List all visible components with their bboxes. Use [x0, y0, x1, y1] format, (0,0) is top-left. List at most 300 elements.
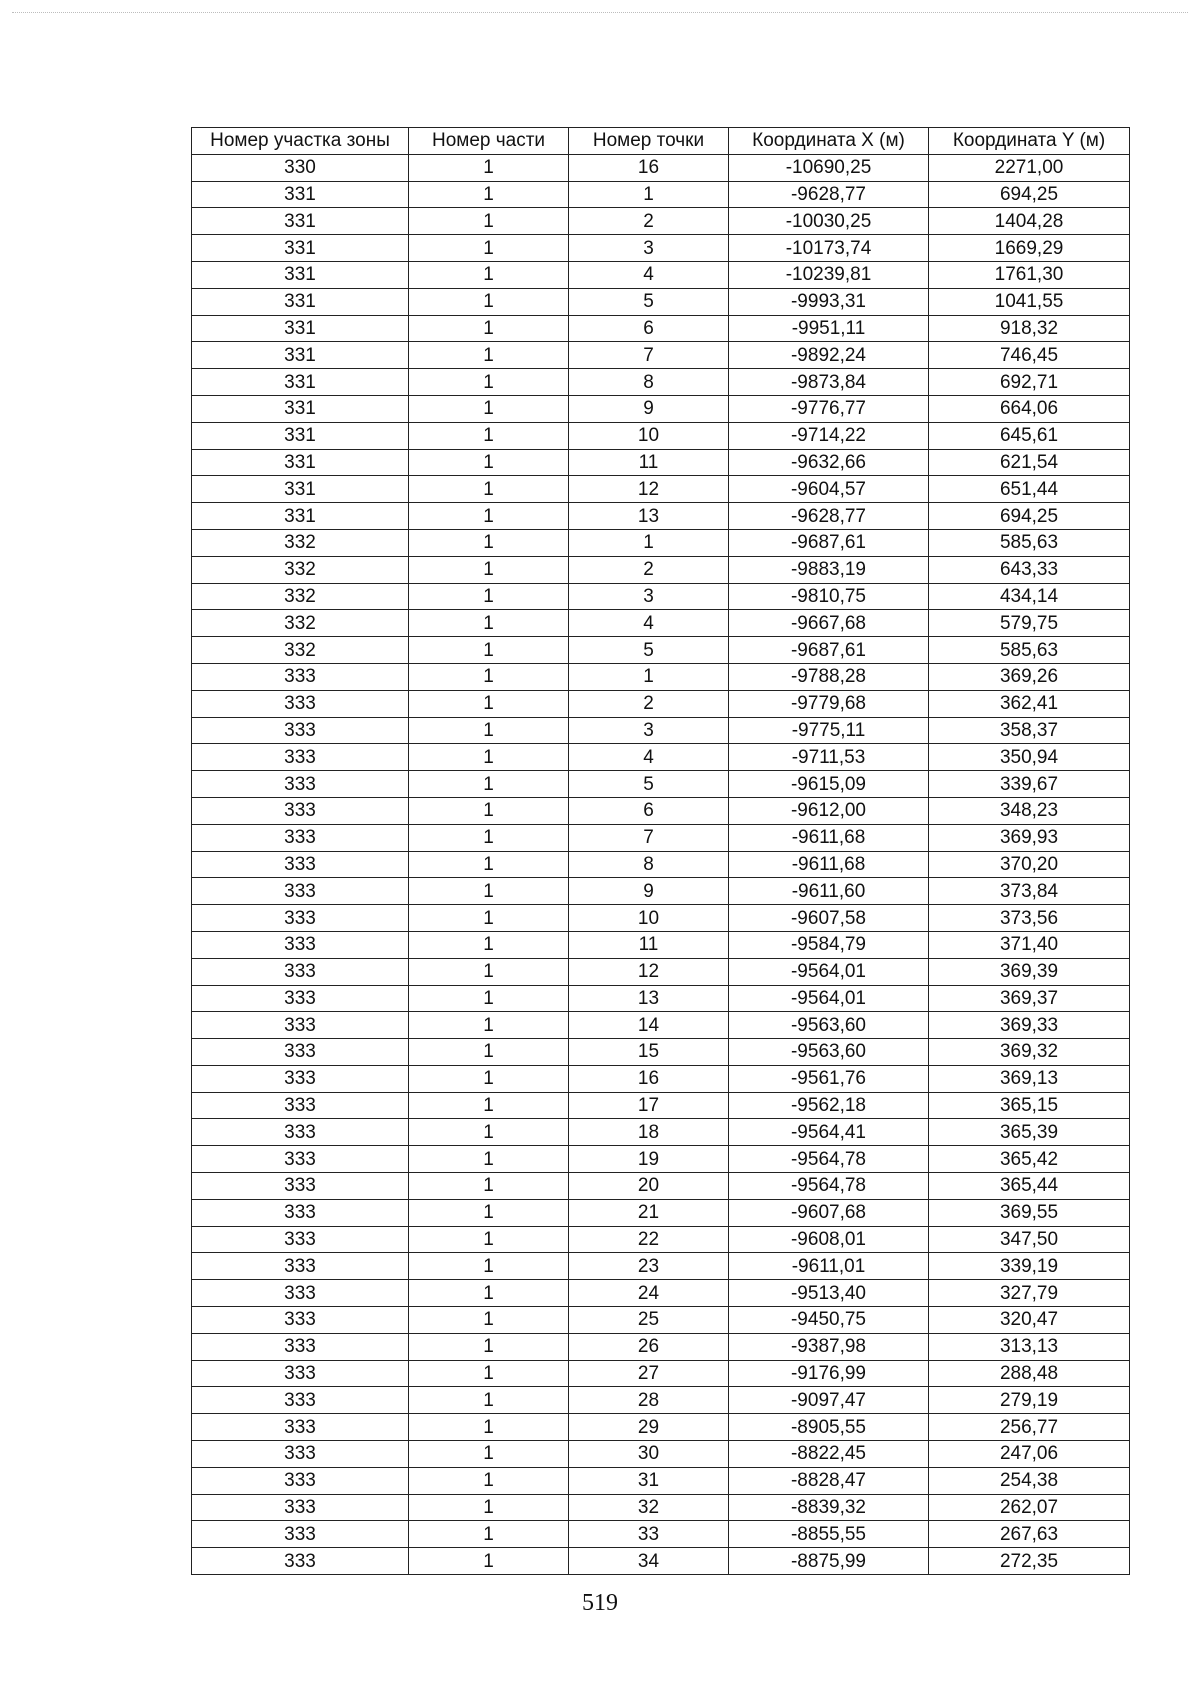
cell-zone-section: 332 [192, 556, 409, 583]
cell-x: -9561,76 [729, 1065, 929, 1092]
cell-part: 1 [409, 1441, 569, 1468]
cell-point: 5 [569, 637, 729, 664]
header-zone-section-number: Номер участка зоны [192, 128, 409, 155]
cell-point: 26 [569, 1333, 729, 1360]
table-row [192, 744, 1130, 771]
table-row [192, 476, 1130, 503]
table-row [192, 663, 1130, 690]
cell-y: 643,33 [929, 556, 1130, 583]
table-row [192, 1226, 1130, 1253]
cell-zone-section: 333 [192, 1360, 409, 1387]
cell-zone-section: 331 [192, 449, 409, 476]
cell-point: 9 [569, 395, 729, 422]
cell-point: 11 [569, 931, 729, 958]
cell-y: 279,19 [929, 1387, 1130, 1414]
cell-y: 347,50 [929, 1226, 1130, 1253]
cell-point: 33 [569, 1521, 729, 1548]
cell-part: 1 [409, 1146, 569, 1173]
cell-zone-section: 333 [192, 1548, 409, 1575]
cell-x: -9097,47 [729, 1387, 929, 1414]
table-row [192, 181, 1130, 208]
cell-y: 369,55 [929, 1199, 1130, 1226]
cell-x: -9892,24 [729, 342, 929, 369]
cell-point: 21 [569, 1199, 729, 1226]
cell-zone-section: 333 [192, 1039, 409, 1066]
cell-x: -9608,01 [729, 1226, 929, 1253]
table-row [192, 422, 1130, 449]
cell-y: 247,06 [929, 1441, 1130, 1468]
cell-zone-section: 333 [192, 1280, 409, 1307]
table-row [192, 1494, 1130, 1521]
cell-point: 9 [569, 878, 729, 905]
cell-x: -9632,66 [729, 449, 929, 476]
cell-y: 645,61 [929, 422, 1130, 449]
header-coordinate-x: Координата X (м) [729, 128, 929, 155]
cell-zone-section: 331 [192, 395, 409, 422]
cell-point: 34 [569, 1548, 729, 1575]
cell-x: -9711,53 [729, 744, 929, 771]
cell-x: -9873,84 [729, 369, 929, 396]
cell-point: 17 [569, 1092, 729, 1119]
cell-x: -8839,32 [729, 1494, 929, 1521]
cell-y: 370,20 [929, 851, 1130, 878]
cell-zone-section: 333 [192, 1521, 409, 1548]
cell-point: 5 [569, 288, 729, 315]
cell-part: 1 [409, 610, 569, 637]
cell-point: 7 [569, 824, 729, 851]
cell-point: 4 [569, 261, 729, 288]
cell-zone-section: 331 [192, 235, 409, 262]
cell-part: 1 [409, 1548, 569, 1575]
table-row [192, 1521, 1130, 1548]
cell-point: 4 [569, 744, 729, 771]
cell-y: 365,15 [929, 1092, 1130, 1119]
header-point-number: Номер точки [569, 128, 729, 155]
table-header-row [192, 128, 1130, 155]
cell-part: 1 [409, 663, 569, 690]
cell-zone-section: 333 [192, 771, 409, 798]
cell-zone-section: 332 [192, 637, 409, 664]
cell-y: 272,35 [929, 1548, 1130, 1575]
table-row [192, 1173, 1130, 1200]
table-row [192, 1253, 1130, 1280]
cell-x: -9951,11 [729, 315, 929, 342]
cell-part: 1 [409, 342, 569, 369]
cell-y: 1761,30 [929, 261, 1130, 288]
cell-x: -9611,68 [729, 851, 929, 878]
table-row [192, 1065, 1130, 1092]
table-row [192, 1360, 1130, 1387]
cell-zone-section: 333 [192, 690, 409, 717]
cell-part: 1 [409, 931, 569, 958]
cell-x: -9607,68 [729, 1199, 929, 1226]
cell-x: -9607,58 [729, 905, 929, 932]
cell-x: -8822,45 [729, 1441, 929, 1468]
cell-x: -9611,68 [729, 824, 929, 851]
cell-point: 23 [569, 1253, 729, 1280]
cell-y: 1669,29 [929, 235, 1130, 262]
cell-point: 6 [569, 315, 729, 342]
cell-point: 1 [569, 529, 729, 556]
cell-part: 1 [409, 1333, 569, 1360]
table-row [192, 1548, 1130, 1575]
cell-y: 692,71 [929, 369, 1130, 396]
table-row [192, 235, 1130, 262]
cell-point: 32 [569, 1494, 729, 1521]
cell-y: 365,39 [929, 1119, 1130, 1146]
cell-point: 27 [569, 1360, 729, 1387]
cell-zone-section: 331 [192, 503, 409, 530]
cell-y: 339,19 [929, 1253, 1130, 1280]
table-row [192, 905, 1130, 932]
cell-part: 1 [409, 771, 569, 798]
cell-x: -9612,00 [729, 797, 929, 824]
cell-zone-section: 333 [192, 1333, 409, 1360]
cell-part: 1 [409, 583, 569, 610]
table-row [192, 1280, 1130, 1307]
table-row [192, 1039, 1130, 1066]
cell-y: 369,13 [929, 1065, 1130, 1092]
cell-y: 373,84 [929, 878, 1130, 905]
cell-x: -9564,41 [729, 1119, 929, 1146]
cell-point: 29 [569, 1414, 729, 1441]
cell-part: 1 [409, 1039, 569, 1066]
cell-zone-section: 333 [192, 1307, 409, 1334]
table-row [192, 154, 1130, 181]
cell-x: -10690,25 [729, 154, 929, 181]
cell-y: 369,26 [929, 663, 1130, 690]
cell-zone-section: 333 [192, 1226, 409, 1253]
coordinates-table [191, 127, 1130, 1575]
cell-part: 1 [409, 1226, 569, 1253]
cell-point: 10 [569, 905, 729, 932]
cell-part: 1 [409, 851, 569, 878]
cell-zone-section: 333 [192, 931, 409, 958]
cell-point: 31 [569, 1467, 729, 1494]
header-coordinate-y: Координата Y (м) [929, 128, 1130, 155]
cell-zone-section: 333 [192, 663, 409, 690]
cell-part: 1 [409, 315, 569, 342]
table-row [192, 503, 1130, 530]
cell-y: 350,94 [929, 744, 1130, 771]
cell-point: 2 [569, 208, 729, 235]
cell-y: 262,07 [929, 1494, 1130, 1521]
cell-x: -9628,77 [729, 503, 929, 530]
cell-part: 1 [409, 449, 569, 476]
table-row [192, 1012, 1130, 1039]
table-row [192, 690, 1130, 717]
table-row [192, 958, 1130, 985]
cell-point: 5 [569, 771, 729, 798]
cell-x: -10239,81 [729, 261, 929, 288]
cell-x: -9810,75 [729, 583, 929, 610]
cell-point: 16 [569, 154, 729, 181]
cell-x: -9513,40 [729, 1280, 929, 1307]
cell-zone-section: 333 [192, 1253, 409, 1280]
cell-point: 6 [569, 797, 729, 824]
cell-point: 19 [569, 1146, 729, 1173]
cell-zone-section: 333 [192, 958, 409, 985]
cell-x: -9563,60 [729, 1012, 929, 1039]
cell-y: 585,63 [929, 637, 1130, 664]
cell-y: 320,47 [929, 1307, 1130, 1334]
cell-part: 1 [409, 154, 569, 181]
cell-point: 4 [569, 610, 729, 637]
cell-y: 434,14 [929, 583, 1130, 610]
cell-part: 1 [409, 1521, 569, 1548]
cell-point: 24 [569, 1280, 729, 1307]
cell-zone-section: 333 [192, 1173, 409, 1200]
cell-y: 373,56 [929, 905, 1130, 932]
cell-y: 288,48 [929, 1360, 1130, 1387]
cell-part: 1 [409, 744, 569, 771]
table-row [192, 985, 1130, 1012]
cell-x: -9667,68 [729, 610, 929, 637]
cell-point: 1 [569, 181, 729, 208]
table-row [192, 1146, 1130, 1173]
cell-x: -9775,11 [729, 717, 929, 744]
cell-zone-section: 333 [192, 878, 409, 905]
cell-part: 1 [409, 235, 569, 262]
cell-part: 1 [409, 1012, 569, 1039]
cell-zone-section: 331 [192, 261, 409, 288]
cell-zone-section: 333 [192, 1199, 409, 1226]
cell-zone-section: 333 [192, 1467, 409, 1494]
table-row [192, 261, 1130, 288]
cell-zone-section: 333 [192, 985, 409, 1012]
cell-x: -9687,61 [729, 637, 929, 664]
cell-part: 1 [409, 958, 569, 985]
cell-x: -9450,75 [729, 1307, 929, 1334]
cell-part: 1 [409, 181, 569, 208]
cell-zone-section: 333 [192, 824, 409, 851]
cell-part: 1 [409, 503, 569, 530]
cell-part: 1 [409, 637, 569, 664]
cell-point: 2 [569, 556, 729, 583]
cell-zone-section: 332 [192, 583, 409, 610]
cell-y: 313,13 [929, 1333, 1130, 1360]
table-body [192, 154, 1130, 1574]
cell-point: 20 [569, 1173, 729, 1200]
cell-y: 369,37 [929, 985, 1130, 1012]
cell-y: 369,93 [929, 824, 1130, 851]
cell-point: 1 [569, 663, 729, 690]
cell-x: -9993,31 [729, 288, 929, 315]
cell-y: 369,32 [929, 1039, 1130, 1066]
cell-zone-section: 333 [192, 1146, 409, 1173]
cell-point: 13 [569, 985, 729, 1012]
table-row [192, 369, 1130, 396]
cell-part: 1 [409, 1092, 569, 1119]
table-row [192, 610, 1130, 637]
cell-y: 365,42 [929, 1146, 1130, 1173]
cell-x: -9776,77 [729, 395, 929, 422]
table-row [192, 878, 1130, 905]
cell-x: -9564,78 [729, 1173, 929, 1200]
table-row [192, 208, 1130, 235]
cell-y: 358,37 [929, 717, 1130, 744]
cell-part: 1 [409, 208, 569, 235]
table-row [192, 1119, 1130, 1146]
cell-zone-section: 331 [192, 288, 409, 315]
table-row [192, 395, 1130, 422]
cell-part: 1 [409, 797, 569, 824]
cell-point: 12 [569, 958, 729, 985]
cell-zone-section: 331 [192, 422, 409, 449]
table-row [192, 529, 1130, 556]
cell-y: 694,25 [929, 181, 1130, 208]
cell-y: 2271,00 [929, 154, 1130, 181]
table-row [192, 1387, 1130, 1414]
cell-y: 256,77 [929, 1414, 1130, 1441]
cell-part: 1 [409, 1173, 569, 1200]
cell-y: 694,25 [929, 503, 1130, 530]
cell-point: 25 [569, 1307, 729, 1334]
cell-part: 1 [409, 1199, 569, 1226]
cell-x: -9564,01 [729, 985, 929, 1012]
table-row [192, 797, 1130, 824]
cell-zone-section: 332 [192, 610, 409, 637]
cell-point: 22 [569, 1226, 729, 1253]
cell-zone-section: 333 [192, 1012, 409, 1039]
cell-point: 8 [569, 369, 729, 396]
cell-part: 1 [409, 878, 569, 905]
header-part-number: Номер части [409, 128, 569, 155]
cell-part: 1 [409, 1307, 569, 1334]
cell-y: 1041,55 [929, 288, 1130, 315]
cell-x: -9788,28 [729, 663, 929, 690]
cell-y: 362,41 [929, 690, 1130, 717]
cell-point: 11 [569, 449, 729, 476]
cell-part: 1 [409, 717, 569, 744]
cell-part: 1 [409, 395, 569, 422]
cell-y: 365,44 [929, 1173, 1130, 1200]
cell-part: 1 [409, 1387, 569, 1414]
cell-x: -8905,55 [729, 1414, 929, 1441]
cell-x: -9584,79 [729, 931, 929, 958]
table-row [192, 931, 1130, 958]
cell-zone-section: 333 [192, 1092, 409, 1119]
table-row [192, 556, 1130, 583]
cell-x: -8828,47 [729, 1467, 929, 1494]
cell-x: -9176,99 [729, 1360, 929, 1387]
cell-x: -10173,74 [729, 235, 929, 262]
table-row [192, 1092, 1130, 1119]
cell-y: 664,06 [929, 395, 1130, 422]
cell-part: 1 [409, 1494, 569, 1521]
cell-point: 30 [569, 1441, 729, 1468]
table-row [192, 1307, 1130, 1334]
cell-zone-section: 331 [192, 208, 409, 235]
cell-zone-section: 333 [192, 717, 409, 744]
cell-zone-section: 331 [192, 315, 409, 342]
cell-y: 369,33 [929, 1012, 1130, 1039]
table-row [192, 1441, 1130, 1468]
cell-zone-section: 333 [192, 744, 409, 771]
cell-point: 10 [569, 422, 729, 449]
cell-x: -9387,98 [729, 1333, 929, 1360]
cell-part: 1 [409, 369, 569, 396]
cell-part: 1 [409, 905, 569, 932]
cell-zone-section: 333 [192, 1441, 409, 1468]
cell-x: -9611,01 [729, 1253, 929, 1280]
cell-x: -9563,60 [729, 1039, 929, 1066]
table-row [192, 1414, 1130, 1441]
cell-x: -9615,09 [729, 771, 929, 798]
cell-x: -9611,60 [729, 878, 929, 905]
top-edge-rule [12, 12, 1188, 13]
cell-part: 1 [409, 1280, 569, 1307]
cell-point: 8 [569, 851, 729, 878]
cell-part: 1 [409, 1467, 569, 1494]
cell-part: 1 [409, 985, 569, 1012]
cell-point: 14 [569, 1012, 729, 1039]
cell-part: 1 [409, 1065, 569, 1092]
table-row [192, 637, 1130, 664]
cell-part: 1 [409, 422, 569, 449]
cell-y: 585,63 [929, 529, 1130, 556]
cell-y: 254,38 [929, 1467, 1130, 1494]
table-row [192, 449, 1130, 476]
cell-x: -9564,01 [729, 958, 929, 985]
cell-zone-section: 333 [192, 1387, 409, 1414]
cell-x: -9604,57 [729, 476, 929, 503]
cell-x: -9562,18 [729, 1092, 929, 1119]
cell-y: 327,79 [929, 1280, 1130, 1307]
table-row [192, 1199, 1130, 1226]
table-row [192, 315, 1130, 342]
cell-point: 28 [569, 1387, 729, 1414]
cell-zone-section: 333 [192, 1494, 409, 1521]
cell-part: 1 [409, 1360, 569, 1387]
cell-x: -9628,77 [729, 181, 929, 208]
cell-point: 13 [569, 503, 729, 530]
cell-zone-section: 331 [192, 181, 409, 208]
cell-part: 1 [409, 1253, 569, 1280]
cell-x: -8855,55 [729, 1521, 929, 1548]
cell-part: 1 [409, 476, 569, 503]
cell-y: 746,45 [929, 342, 1130, 369]
cell-x: -9883,19 [729, 556, 929, 583]
cell-point: 2 [569, 690, 729, 717]
cell-zone-section: 333 [192, 851, 409, 878]
cell-zone-section: 332 [192, 529, 409, 556]
cell-zone-section: 331 [192, 342, 409, 369]
cell-zone-section: 330 [192, 154, 409, 181]
cell-part: 1 [409, 690, 569, 717]
page-number: 519 [582, 1590, 618, 1616]
table-row [192, 1467, 1130, 1494]
cell-x: -9779,68 [729, 690, 929, 717]
cell-x: -10030,25 [729, 208, 929, 235]
cell-zone-section: 331 [192, 476, 409, 503]
cell-y: 339,67 [929, 771, 1130, 798]
cell-point: 3 [569, 717, 729, 744]
cell-part: 1 [409, 1119, 569, 1146]
cell-y: 918,32 [929, 315, 1130, 342]
cell-point: 3 [569, 235, 729, 262]
table-row [192, 717, 1130, 744]
cell-point: 7 [569, 342, 729, 369]
cell-y: 651,44 [929, 476, 1130, 503]
cell-zone-section: 333 [192, 1414, 409, 1441]
table-row [192, 824, 1130, 851]
cell-zone-section: 333 [192, 1119, 409, 1146]
cell-point: 12 [569, 476, 729, 503]
cell-x: -9687,61 [729, 529, 929, 556]
cell-point: 18 [569, 1119, 729, 1146]
cell-x: -9714,22 [729, 422, 929, 449]
